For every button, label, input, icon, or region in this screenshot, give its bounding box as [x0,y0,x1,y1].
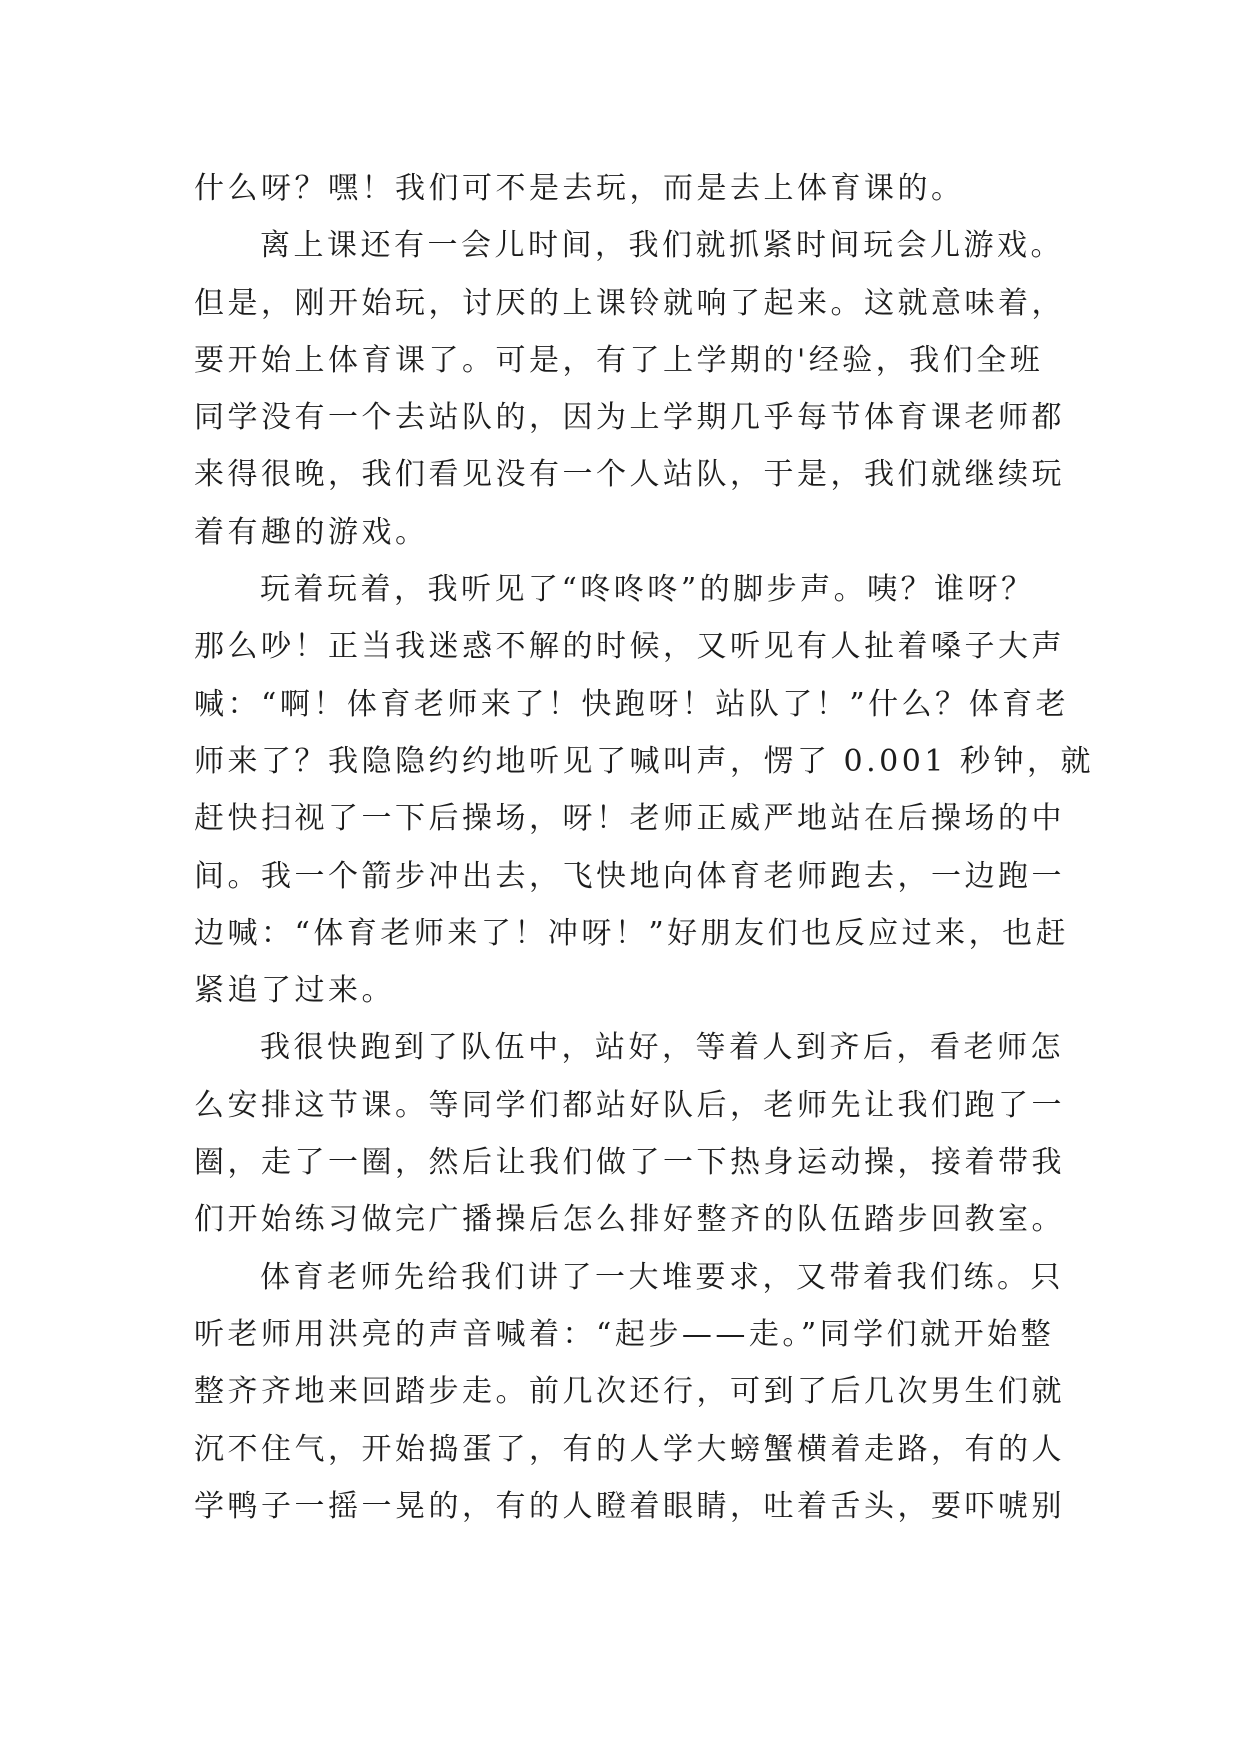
text-line: 么安排这节课。等同学们都站好队后，老师先让我们跑了一 [194,1087,1065,1123]
text-line: 间。我一个箭步冲出去，飞快地向体育老师跑去，一边跑一 [194,858,1065,894]
text-line: 整齐齐地来回踏步走。前几次还行，可到了后几次男生们就 [194,1374,1065,1410]
text-line: 学鸭子一摇一晃的，有的人瞪着眼睛，吐着舌头，要吓唬别 [194,1488,1065,1524]
text-line: 听老师用洪亮的声音喊着：“起步——走。”同学们就开始整 [194,1316,1055,1352]
text-line: 但是，刚开始玩，讨厌的上课铃就响了起来。这就意味着， [194,285,1065,321]
text-line: 紧追了过来。 [194,973,395,1009]
paragraph-first-line: 我很快跑到了队伍中，站好，等着人到齐后，看老师怎 [260,1030,1064,1066]
text-line: 圈，走了一圈，然后让我们做了一下热身运动操，接着带我 [194,1145,1065,1181]
text-line: 边喊：“体育老师来了！冲呀！”好朋友们也反应过来，也赶 [194,915,1070,951]
text-line: 沉不住气，开始捣蛋了，有的人学大螃蟹横着走路，有的人 [194,1431,1065,1467]
text-line: 那么吵！正当我迷惑不解的时候，又听见有人扯着嗓子大声 [194,629,1065,665]
paragraph-first-line: 玩着玩着，我听见了“咚咚咚”的脚步声。咦？谁呀？ [260,572,1035,608]
article-body [194,160,1094,1535]
text-line: 同学没有一个去站队的，因为上学期几乎每节体育课老师都 [194,400,1065,436]
text-line: 师来了？我隐隐约约地听见了喊叫声，愣了 0.001 秒钟，就 [194,743,1094,779]
text-line: 赶快扫视了一下后操场，呀！老师正威严地站在后操场的中 [194,801,1065,837]
paragraph-first-line: 体育老师先给我们讲了一大堆要求，又带着我们练。只 [260,1259,1064,1295]
text-line: 着有趣的游戏。 [194,514,429,550]
text-line: 要开始上体育课了。可是，有了上学期的'经验，我们全班 [194,342,1044,378]
text-line: 来得很晚，我们看见没有一个人站队，于是，我们就继续玩 [194,457,1065,493]
text-line: 什么呀？嘿！我们可不是去玩，而是去上体育课的。 [194,171,965,206]
paragraph-first-line: 离上课还有一会儿时间，我们就抓紧时间玩会儿游戏。 [260,228,1064,264]
text-line: 们开始练习做完广播操后怎么排好整齐的队伍踏步回教室。 [194,1202,1065,1238]
text-line: 喊：“啊！体育老师来了！快跑呀！站队了！”什么？体育老 [194,686,1070,722]
